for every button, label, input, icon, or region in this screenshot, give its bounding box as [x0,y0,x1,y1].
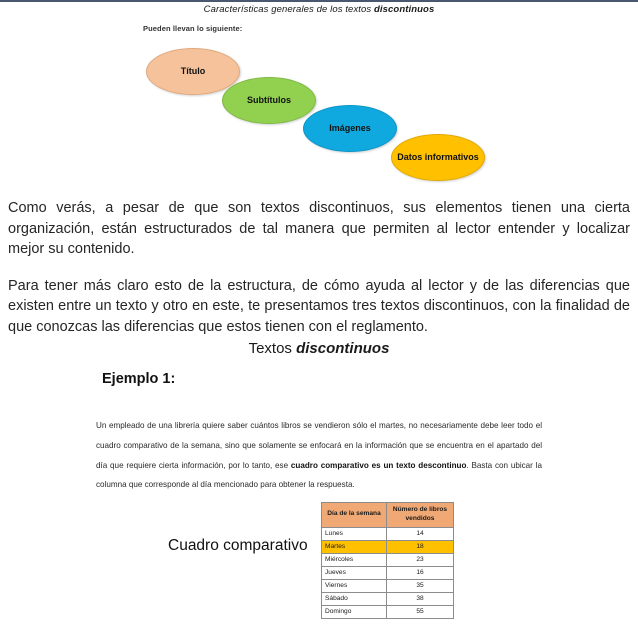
diagram-node-titulo [146,48,240,95]
diagram-node-imagenes [303,105,397,152]
section-heading-prefix: Textos [248,340,297,357]
example-paragraph-part-2: . Basta con ubicar la columna que corresponde al día mencionado para obtener la respuesta. [96,460,542,490]
diagram-node-datos-informativos [391,134,485,181]
diagram-node-subtitulos [222,77,316,124]
table-header-row [322,503,454,528]
table-row [322,566,454,579]
table-cell-day: Sábado [322,592,387,605]
table-cell-count: 16 [387,566,454,579]
table-row [322,592,454,605]
table-cell-count: 38 [387,592,454,605]
table-row [322,553,454,566]
body-text [8,198,630,337]
table-cell-count: 55 [387,605,454,618]
comparative-table [321,502,454,619]
table-caption: Cuadro comparativo [168,537,308,554]
table-cell-count: 18 [387,540,454,553]
table-head [322,503,454,528]
diagram-title-prefix: Características generales de los textos [203,4,375,15]
table-cell-count: 23 [387,553,454,566]
diagram-node-imagenes-label: Imágenes [329,123,371,134]
table-cell-day: Jueves [322,566,387,579]
diagram-node-datos-informativos-label: Datos informativos [397,152,479,163]
table-cell-count: 14 [387,527,454,540]
section-heading-emphasis: discontinuos [296,340,390,357]
table-header-count: Número de libros vendidos [387,503,454,528]
table-row [322,527,454,540]
example-heading: Ejemplo 1: [102,371,176,387]
example-paragraph-bold: cuadro comparativo es un texto descontinuo [290,460,467,470]
section-heading [0,340,638,357]
comparative-table-container [321,502,454,619]
table-header-day: Día de la semana [322,503,387,528]
body-paragraph-1: Como verás, a pesar de que son textos discontinuos, sus elementos tienen una cierta organización, están estructurados de tal manera que permiten al lector entender y localizar mejor su contenido. [8,200,630,258]
diagram-node-subtitulos-label: Subtítulos [247,95,291,106]
diagram-title-emphasis: discontinuos [374,4,435,15]
diagram-node-titulo-label: Título [180,66,206,77]
table-row [322,540,454,553]
table-row [322,579,454,592]
example-paragraph-part-1: Un empleado de una librería quiere saber cuántos libros se vendieron sólo el martes, no necesariamente debe leer todo el cuadro comparativo de la semana, sino que solamente se enfocará en la información que se encuentra en el apartado del día que requiere cierta información, por lo tanto, ese [96,421,542,470]
table-cell-day: Viernes [322,579,387,592]
example-paragraph [96,416,542,495]
diagram-subtitle: Pueden llevan lo siguiente: [143,24,243,33]
concept-diagram [0,0,638,192]
table-cell-day: Martes [322,540,387,553]
table-row [322,605,454,618]
table-body [322,527,454,618]
table-cell-day: Domingo [322,605,387,618]
body-paragraph-2: Para tener más claro esto de la estructura, de cómo ayuda al lector y de las diferencias que existen entre un texto y otro en este, te presentamos tres textos discontinuos, con la finalidad de que conozcas las diferencias que estos tienen con el reglamento. [8,277,630,335]
table-cell-day: Miércoles [322,553,387,566]
table-cell-day: Lunes [322,527,387,540]
diagram-title [0,4,638,15]
table-cell-count: 35 [387,579,454,592]
